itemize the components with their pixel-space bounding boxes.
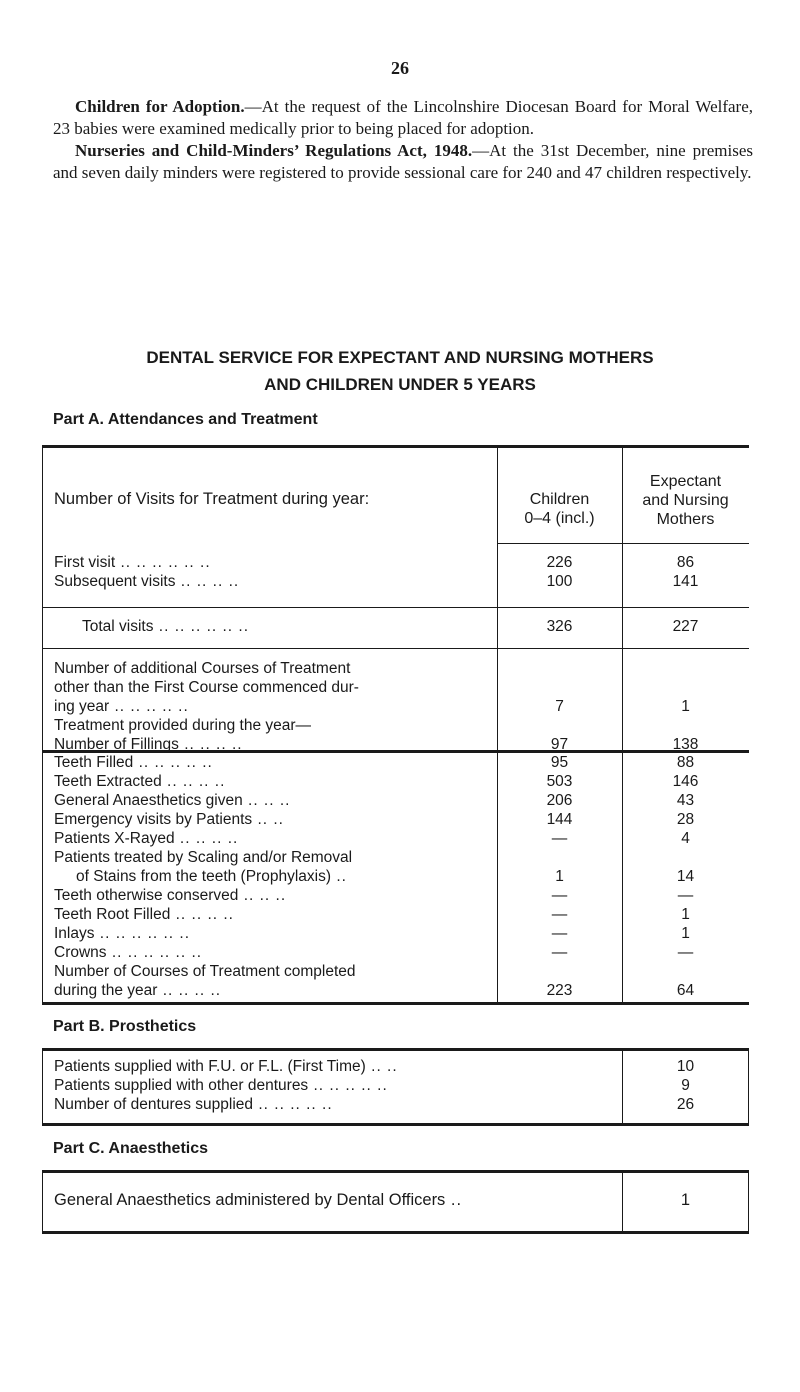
scaling-label: of Stains from the teeth (Prophylaxis) bbox=[76, 868, 332, 885]
completed-children-value: 223 bbox=[546, 982, 573, 999]
total-mothers-value: 227 bbox=[672, 618, 699, 635]
row-dots: .. .. .. bbox=[242, 792, 291, 809]
table-row bbox=[54, 791, 494, 810]
row-label: Teeth Root Filled bbox=[54, 906, 171, 923]
part-a-left-border bbox=[42, 448, 43, 1002]
nurseries-text: —At the 31st December, nine premises and seven daily minders were registered to provide sessional care for 240 and 47 children respectively. bbox=[53, 141, 754, 182]
scaling-children-value: 1 bbox=[555, 868, 564, 885]
table-row bbox=[54, 924, 494, 943]
row-mothers-value: 88 bbox=[676, 754, 695, 771]
additional-mothers-value: 1 bbox=[681, 698, 690, 715]
table-row bbox=[54, 810, 494, 829]
completed-mothers-value: 64 bbox=[676, 982, 695, 999]
row-mothers-value: 86 bbox=[676, 554, 695, 571]
provided-label: Treatment provided during the year— bbox=[54, 717, 312, 734]
row-value: 1 bbox=[680, 1191, 691, 1209]
row-mothers-value: 43 bbox=[676, 792, 695, 809]
row-mothers-value: — bbox=[677, 887, 694, 904]
part-c-bottom-rule bbox=[42, 1231, 749, 1234]
row-dots: .. .. .. .. .. bbox=[308, 1077, 388, 1094]
row-dots: .. .. .. bbox=[238, 887, 287, 904]
header-mothers-line3: Mothers bbox=[656, 511, 715, 528]
row-mothers-value: 4 bbox=[681, 830, 690, 847]
row-label: Subsequent visits bbox=[54, 573, 176, 590]
row-label: Inlays bbox=[54, 925, 95, 942]
row-children-value: 226 bbox=[546, 554, 573, 571]
row-mothers-value: — bbox=[677, 944, 694, 961]
total-top-rule bbox=[42, 607, 749, 608]
part-a-col2-divider bbox=[622, 448, 623, 1002]
row-dots: .. .. .. .. bbox=[174, 830, 239, 847]
total-children-value: 326 bbox=[546, 618, 573, 635]
row-dots: .. .. .. .. .. bbox=[253, 1096, 333, 1113]
part-c-title: Part C. Anaesthetics bbox=[53, 1140, 209, 1157]
total-label: Total visits bbox=[82, 618, 154, 635]
heading-line-1: DENTAL SERVICE FOR EXPECTANT AND NURSING MOTHERS bbox=[146, 348, 654, 367]
row-label: Number of dentures supplied bbox=[54, 1096, 254, 1113]
section-heading bbox=[0, 344, 800, 398]
table-row bbox=[54, 943, 494, 962]
row-label: First visit bbox=[54, 554, 116, 571]
row-mothers-value: 138 bbox=[672, 736, 699, 753]
header-children-line2: 0–4 (incl.) bbox=[524, 510, 595, 527]
row-dots: .. .. .. .. bbox=[175, 573, 240, 590]
part-a-bottom-rule bbox=[42, 1002, 749, 1005]
row-children-value: 97 bbox=[550, 736, 569, 753]
table-row bbox=[54, 829, 494, 848]
row-label: Patients X-Rayed bbox=[54, 830, 175, 847]
nurseries-lead: Nurseries and Child-Minders’ Regulations Act, 1948. bbox=[75, 141, 473, 160]
row-dots: .. .. .. .. bbox=[170, 906, 234, 923]
table-row bbox=[54, 772, 494, 791]
row-mothers-value: 1 bbox=[681, 906, 690, 923]
part-b-bottom-rule bbox=[42, 1123, 749, 1126]
row-label: Teeth Extracted bbox=[54, 773, 162, 790]
additional-dots: .. .. .. .. .. bbox=[109, 698, 189, 715]
row-label: General Anaesthetics given bbox=[54, 792, 243, 809]
row-mothers-value: 146 bbox=[672, 773, 699, 790]
header-mothers-line1: Expectant bbox=[649, 473, 722, 490]
intro-text bbox=[53, 96, 753, 184]
row-mothers-value: 28 bbox=[676, 811, 695, 828]
total-row bbox=[54, 617, 494, 636]
total-dots: .. .. .. .. .. .. bbox=[153, 618, 250, 635]
row-dots: .. .. bbox=[252, 811, 284, 828]
table-row bbox=[54, 905, 494, 924]
scaling-line-2 bbox=[54, 867, 494, 886]
part-c-table bbox=[42, 1191, 749, 1213]
row-children-value: 503 bbox=[546, 773, 573, 790]
row-dots: .. .. .. .. bbox=[161, 773, 226, 790]
part-b-top-rule bbox=[42, 1048, 749, 1051]
completed-label: during the year bbox=[54, 982, 158, 999]
table-row bbox=[54, 886, 494, 905]
row-label: Number of Fillings bbox=[54, 736, 179, 753]
completed-line-2 bbox=[54, 981, 494, 1000]
row-value: 10 bbox=[676, 1058, 695, 1075]
row-label: Emergency visits by Patients bbox=[54, 811, 253, 828]
row-mothers-value: 1 bbox=[681, 925, 690, 942]
table-row bbox=[54, 735, 494, 754]
additional-children-value: 7 bbox=[555, 698, 564, 715]
table-row bbox=[54, 753, 494, 772]
row-children-value: 144 bbox=[546, 811, 573, 828]
table-row bbox=[54, 1095, 624, 1114]
row-children-value: 100 bbox=[546, 573, 573, 590]
completed-line-1: Number of Courses of Treatment completed bbox=[54, 963, 356, 980]
row-label: Patients supplied with other dentures bbox=[54, 1077, 309, 1094]
row-dots: .. bbox=[445, 1191, 463, 1209]
header-rule bbox=[497, 543, 749, 544]
header-label: Number of Visits for Treatment during year: bbox=[54, 490, 370, 508]
additional-line-1: Number of additional Courses of Treatment bbox=[54, 660, 351, 677]
row-value: 26 bbox=[676, 1096, 695, 1113]
row-mothers-value: 141 bbox=[672, 573, 699, 590]
row-label: General Anaesthetics administered by Dental Officers bbox=[54, 1191, 446, 1209]
row-label: Teeth Filled bbox=[54, 754, 134, 771]
row-children-value: — bbox=[551, 944, 568, 961]
additional-label: ing year bbox=[54, 698, 110, 715]
table-row bbox=[54, 553, 494, 572]
row-children-value: — bbox=[551, 925, 568, 942]
row-children-value: 206 bbox=[546, 792, 573, 809]
row-dots: .. .. bbox=[365, 1058, 398, 1075]
row-children-value: — bbox=[551, 830, 568, 847]
row-dots: .. .. .. .. bbox=[178, 736, 243, 753]
row-children-value: 95 bbox=[550, 754, 569, 771]
scaling-line-1: Patients treated by Scaling and/or Removal bbox=[54, 849, 353, 866]
row-dots: .. .. .. .. .. .. bbox=[115, 554, 211, 571]
part-c-top-rule bbox=[42, 1170, 749, 1173]
adoption-text: —At the request of the Lincolnshire Diocesan Board for Moral Welfare, 23 babies were examined medically prior to being placed for adoption. bbox=[53, 97, 754, 138]
table-row bbox=[54, 1057, 624, 1076]
part-a-title: Part A. Attendances and Treatment bbox=[53, 411, 318, 428]
part-a-top-rule bbox=[42, 445, 749, 448]
additional-line-2: other than the First Course commenced dur- bbox=[54, 679, 359, 696]
row-label: Patients supplied with F.U. or F.L. (First Time) bbox=[54, 1058, 366, 1075]
header-mothers bbox=[622, 472, 749, 529]
row-label: Teeth otherwise conserved bbox=[54, 887, 239, 904]
part-a-col1-divider bbox=[497, 448, 498, 1002]
scaling-dots: .. bbox=[331, 868, 347, 885]
part-b-table bbox=[42, 1057, 749, 1117]
adoption-lead: Children for Adoption. bbox=[75, 97, 245, 116]
part-b-title: Part B. Prosthetics bbox=[53, 1018, 197, 1035]
table-row bbox=[54, 572, 494, 591]
page-number: 26 bbox=[391, 58, 409, 78]
row-children-value: — bbox=[551, 906, 568, 923]
row-dots: .. .. .. .. .. bbox=[133, 754, 213, 771]
row-dots: .. .. .. .. .. .. bbox=[94, 925, 191, 942]
nurseries-paragraph bbox=[53, 140, 753, 184]
header-children-line1: Children bbox=[529, 491, 590, 508]
header-children bbox=[497, 490, 622, 528]
row-children-value: — bbox=[551, 887, 568, 904]
heading-line-2: AND CHILDREN UNDER 5 YEARS bbox=[264, 375, 536, 394]
header-mothers-line2: and Nursing bbox=[642, 492, 729, 509]
table-row bbox=[54, 1191, 624, 1210]
row-dots: .. .. .. .. .. .. bbox=[106, 944, 203, 961]
completed-dots: .. .. .. .. bbox=[157, 982, 222, 999]
adoption-paragraph bbox=[53, 96, 753, 140]
row-value: 9 bbox=[681, 1077, 690, 1094]
row-label: Crowns bbox=[54, 944, 107, 961]
table-row bbox=[54, 1076, 624, 1095]
scaling-mothers-value: 14 bbox=[676, 868, 695, 885]
